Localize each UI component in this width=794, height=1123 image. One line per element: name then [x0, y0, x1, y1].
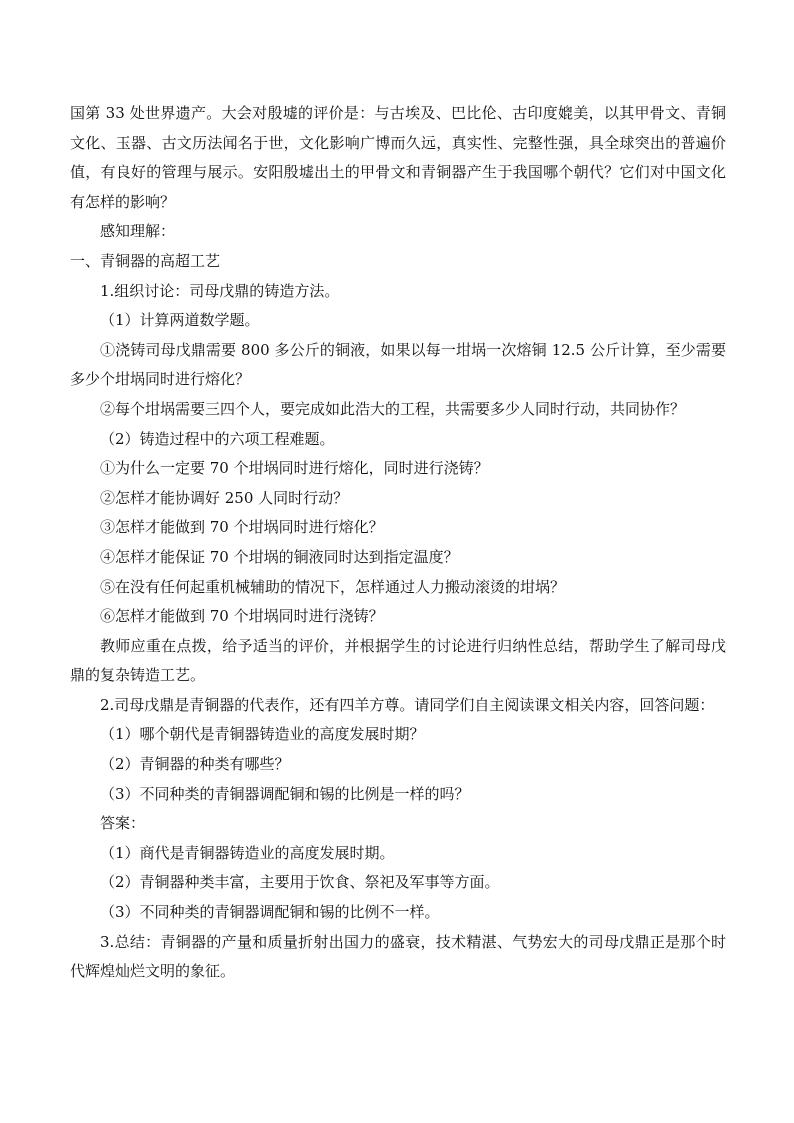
answer-label: 答案：: [100, 814, 146, 833]
part2-question: （3）不同种类的青铜器调配铜和锡的比例是一样的吗？: [100, 784, 470, 803]
problem-item: ④怎样才能保证 70 个坩埚的铜液同时达到指定温度？: [100, 547, 459, 566]
problem-item: ①为什么一定要 70 个坩埚同时进行熔化，同时进行浇铸？: [100, 459, 489, 478]
teacher-note: 教师应重在点拨，给予适当的评价，并根据学生的讨论进行归纳性总结，帮助学生了解司母戊鼎的复杂铸造工艺。: [70, 636, 726, 685]
answer-item: （1）商代是青铜器铸造业的高度发展时期。: [100, 843, 395, 862]
answer-item: （2）青铜器种类丰富，主要用于饮食、祭祀及军事等方面。: [100, 873, 500, 892]
part2-intro: 2.司母戊鼎是青铜器的代表作，还有四羊方尊。请同学们自主阅读课文相关内容，回答问题：: [100, 695, 715, 714]
part1-sub2-title: （2）铸造过程中的六项工程难题。: [100, 429, 335, 448]
part2-question: （2）青铜器的种类有哪些？: [100, 755, 290, 774]
problem-item: ②怎样才能协调好 250 人同时行动？: [100, 488, 349, 507]
document-page: [70, 99, 726, 987]
section-label: 感知理解：: [100, 222, 176, 241]
math-question-2: ②每个坩埚需要三四个人，要完成如此浩大的工程，共需要多少人同时行动，共同协作？: [100, 399, 686, 418]
problem-item: ⑥怎样才能做到 70 个坩埚同时进行浇铸？: [100, 607, 384, 626]
part2-question: （1）哪个朝代是青铜器铸造业的高度发展时期？: [100, 725, 425, 744]
math-question-1: ①浇铸司母戊鼎需要 800 多公斤的铜液，如果以每一坩埚一次熔铜 12.5 公斤计算，至少需要多少个坩埚同时进行熔化？: [70, 340, 726, 389]
problem-item: ③怎样才能做到 70 个坩埚同时进行熔化？: [100, 518, 384, 537]
intro-paragraph: 国第 33 处世界遗产。大会对殷墟的评价是：与古埃及、巴比伦、古印度媲美，以其甲骨文、青铜文化、玉器、古文历法闻名于世，文化影响广博而久远，真实性、完整性强，具全球突出的普遍价值，有良好的管理与展示。安阳殷墟出土的甲骨文和青铜器产生于我国哪个朝代？它们对中国文化有怎样的影响？: [70, 104, 726, 211]
summary-paragraph: 3.总结：青铜器的产量和质量折射出国力的盛衰，技术精湛、气势宏大的司母戊鼎正是那个时代辉煌灿烂文明的象征。: [70, 932, 726, 981]
part1-title: 1.组织讨论：司母戊鼎的铸造方法。: [100, 281, 340, 300]
section-heading: 一、青铜器的高超工艺: [70, 251, 221, 270]
problem-item: ⑤在没有任何起重机械辅助的情况下，怎样通过人力搬动滚烫的坩埚？: [100, 577, 566, 596]
answer-item: （3）不同种类的青铜器调配铜和锡的比例不一样。: [100, 903, 440, 922]
part1-sub1-title: （1）计算两道数学题。: [100, 311, 260, 330]
